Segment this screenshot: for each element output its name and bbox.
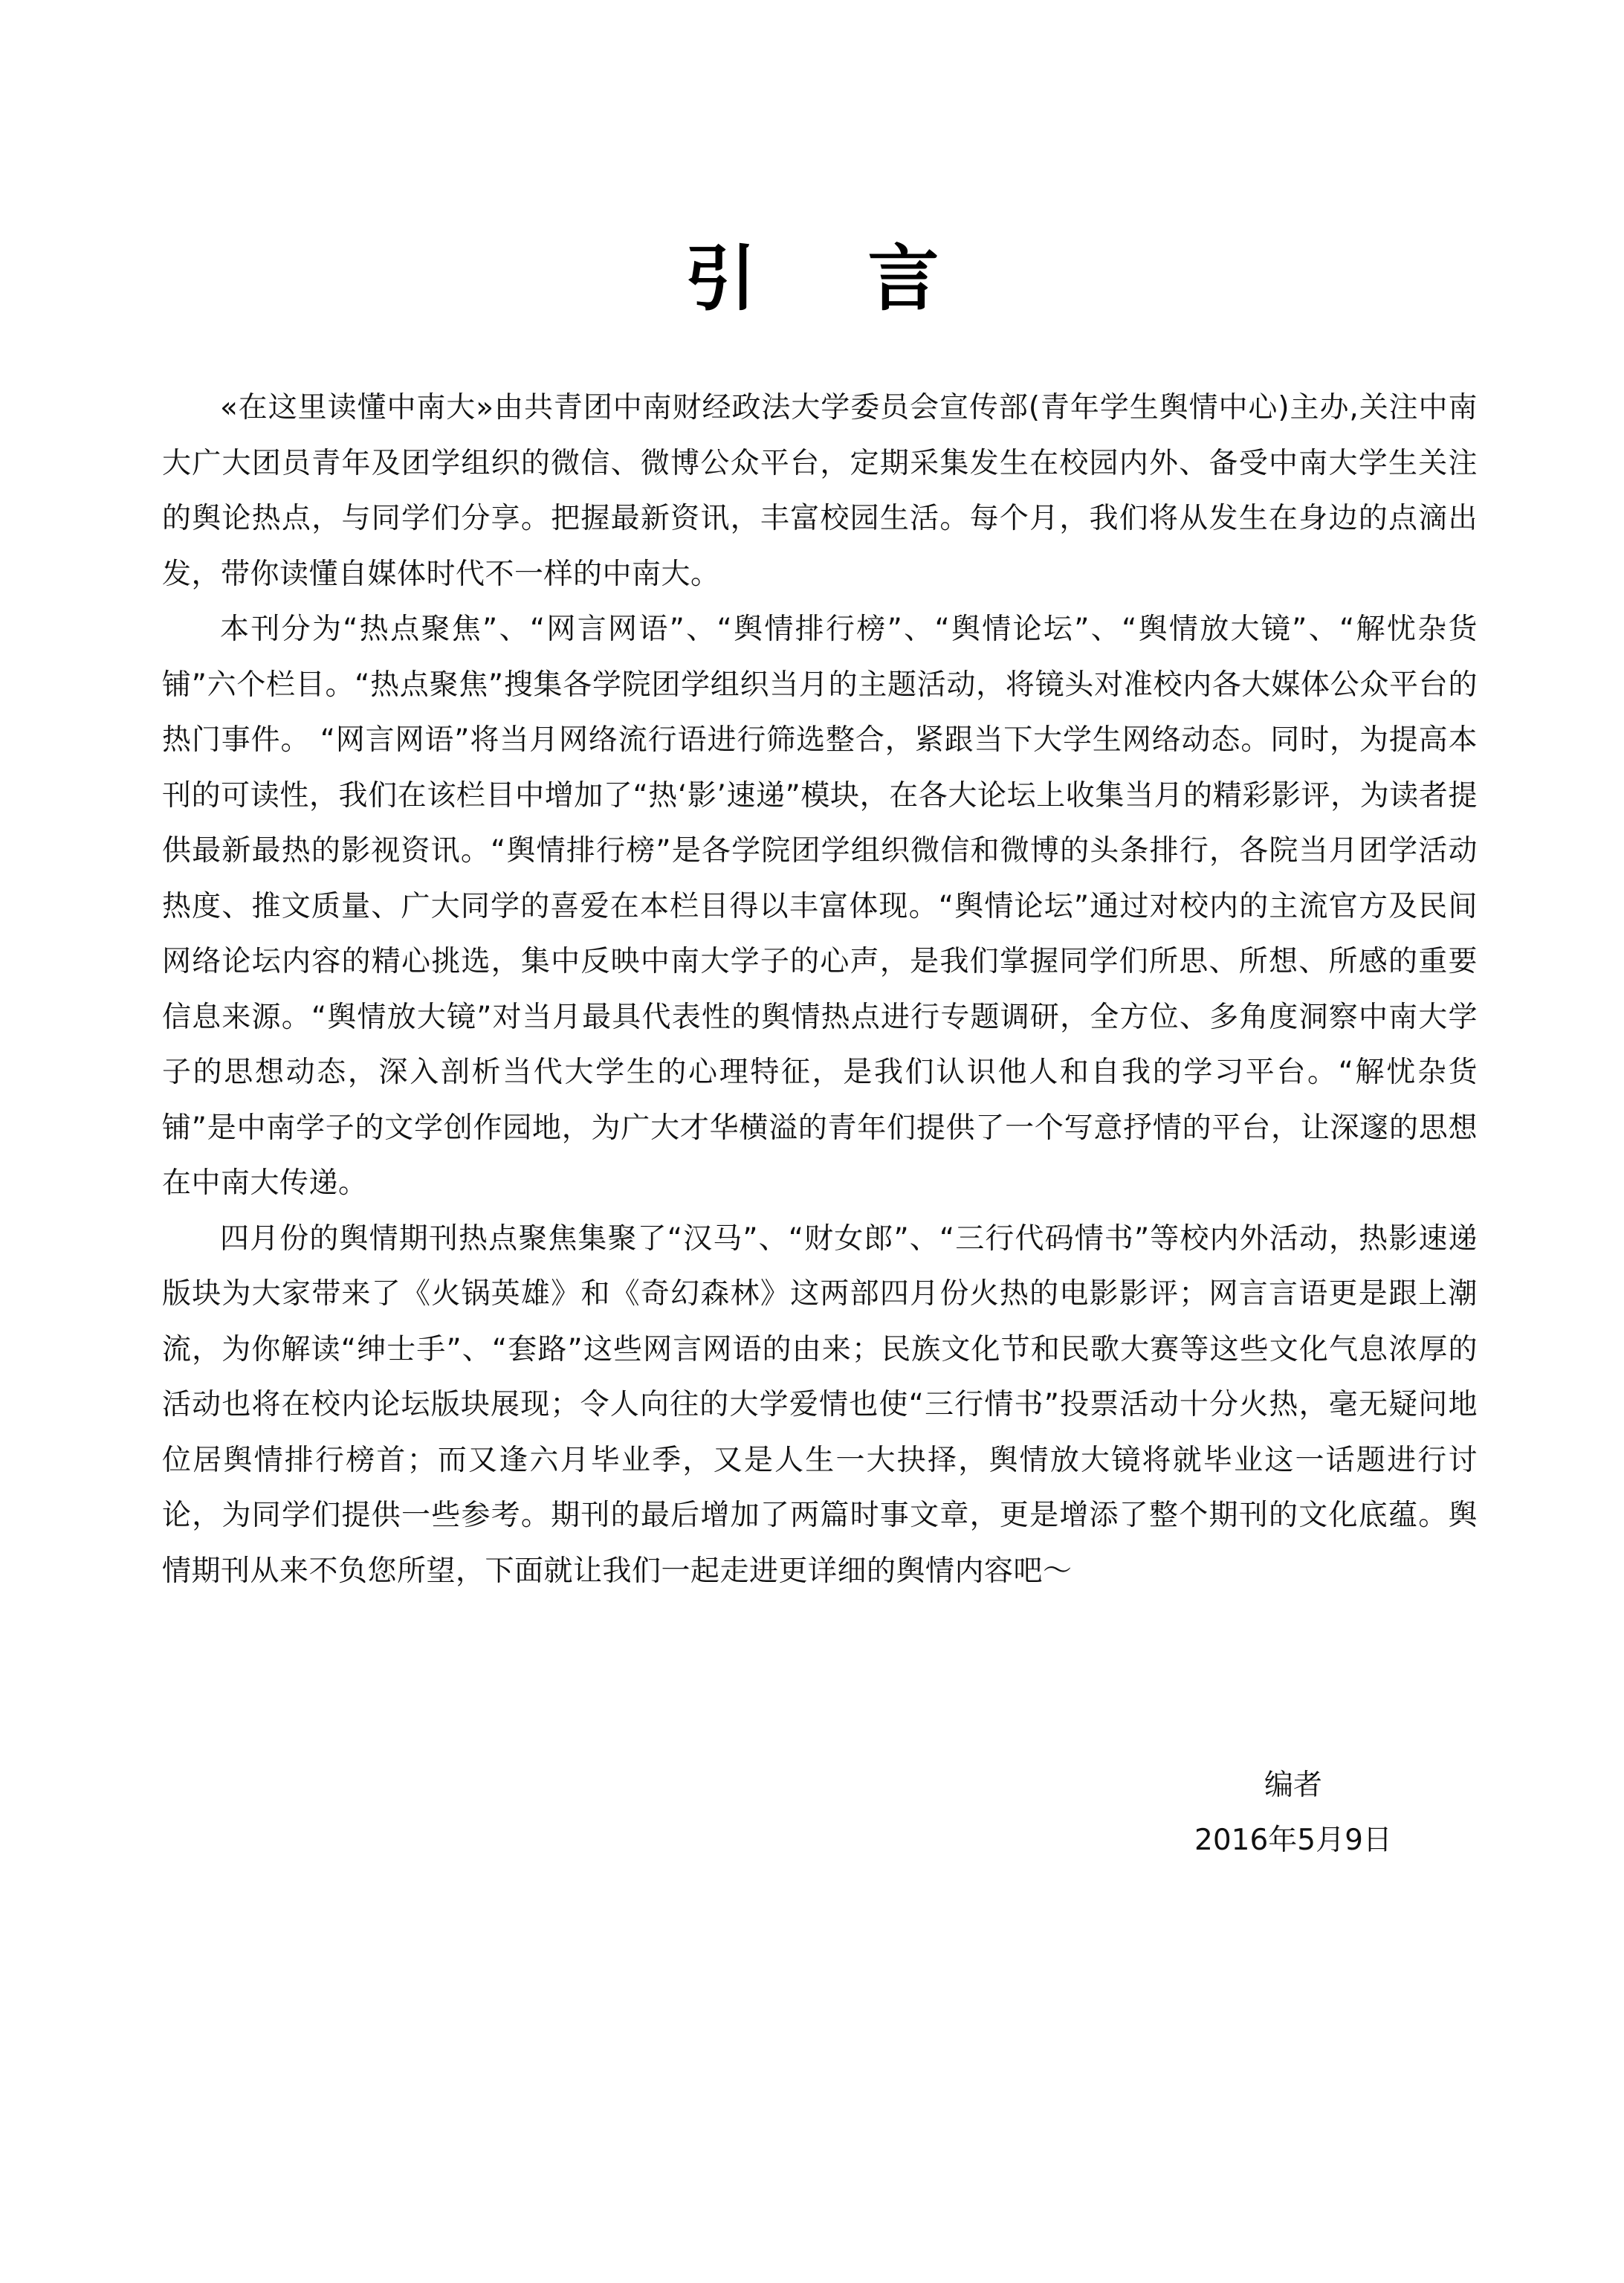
signature-block xyxy=(1159,1758,1427,1868)
body-text xyxy=(162,381,1478,1599)
page-title xyxy=(0,223,1624,335)
paragraph-sections: 本刊分为“热点聚焦”、“网言网语”、“舆情排行榜”、“舆情论坛”、“舆情放大镜”、“解忧杂货铺”六个栏目。“热点聚焦”搜集各学院团学组织当月的主题活动，将镜头对准校内各大媒体公众平台的热门事件。 “网言网语”将当月网络流行语进行筛选整合，紧跟当下大学生网络动态。同时，为提高本刊的可读性，我们在该栏目中增加了“热‘影’速递”模块，在各大论坛上收集当月的精彩影评，为读者提供最新最热的影视资讯。“舆情排行榜”是各学院团学组织微信和微博的头条排行，各院当月团学活动热度、推文质量、广大同学的喜爱在本栏目得以丰富体现。“舆情论坛”通过对校内的主流官方及民间网络论坛内容的精心挑选，集中反映中南大学子的心声，是我们掌握同学们所思、所想、所感的重要信息来源。“舆情放大镜”对当月最具代表性的舆情热点进行专题调研，全方位、多角度洞察中南大学子的思想动态，深入剖析当代大学生的心理特征，是我们认识他人和自我的学习平台。“解忧杂货铺”是中南学子的文学创作园地，为广大才华横溢的青年们提供了一个写意抒情的平台，让深邃的思想在中南大传递。 xyxy=(162,613,1478,1200)
signature-author: 编者 xyxy=(1264,1769,1322,1802)
page-title-char-1: 引 xyxy=(685,236,757,320)
paragraph-april-issue: 四月份的舆情期刊热点聚焦集聚了“汉马”、“财女郎”、“三行代码情书”等校内外活动，热影速递版块为大家带来了《火锅英雄》和《奇幻森林》这两部四月份火热的电影影评；网言言语更是跟上潮流，为你解读“绅士手”、“套路”这些网言网语的由来；民族文化节和民歌大赛等这些文化气息浓厚的活动也将在校内论坛版块展现；令人向往的大学爱情也使“三行情书”投票活动十分火热，毫无疑问地位居舆情排行榜首；而又逢六月毕业季，又是人生一大抉择，舆情放大镜将就毕业这一话题进行讨论，为同学们提供一些参考。期刊的最后增加了两篇时事文章，更是增添了整个期刊的文化底蕴。舆情期刊从来不负您所望，下面就让我们一起走进更详细的舆情内容吧～ xyxy=(162,1221,1478,1588)
signature-date: 2016年5月9日 xyxy=(1194,1824,1392,1857)
page-title-char-2: 言 xyxy=(867,236,939,320)
paragraph-intro: «在这里读懂中南大»由共青团中南财经政法大学委员会宣传部(青年学生舆情中心)主办,关注中南大广大团员青年及团学组织的微信、微博公众平台，定期采集发生在校园内外、备受中南大学生关注的舆论热点，与同学们分享。把握最新资讯，丰富校园生活。每个月，我们将从发生在身边的点滴出发，带你读懂自媒体时代不一样的中南大。 xyxy=(162,391,1478,591)
